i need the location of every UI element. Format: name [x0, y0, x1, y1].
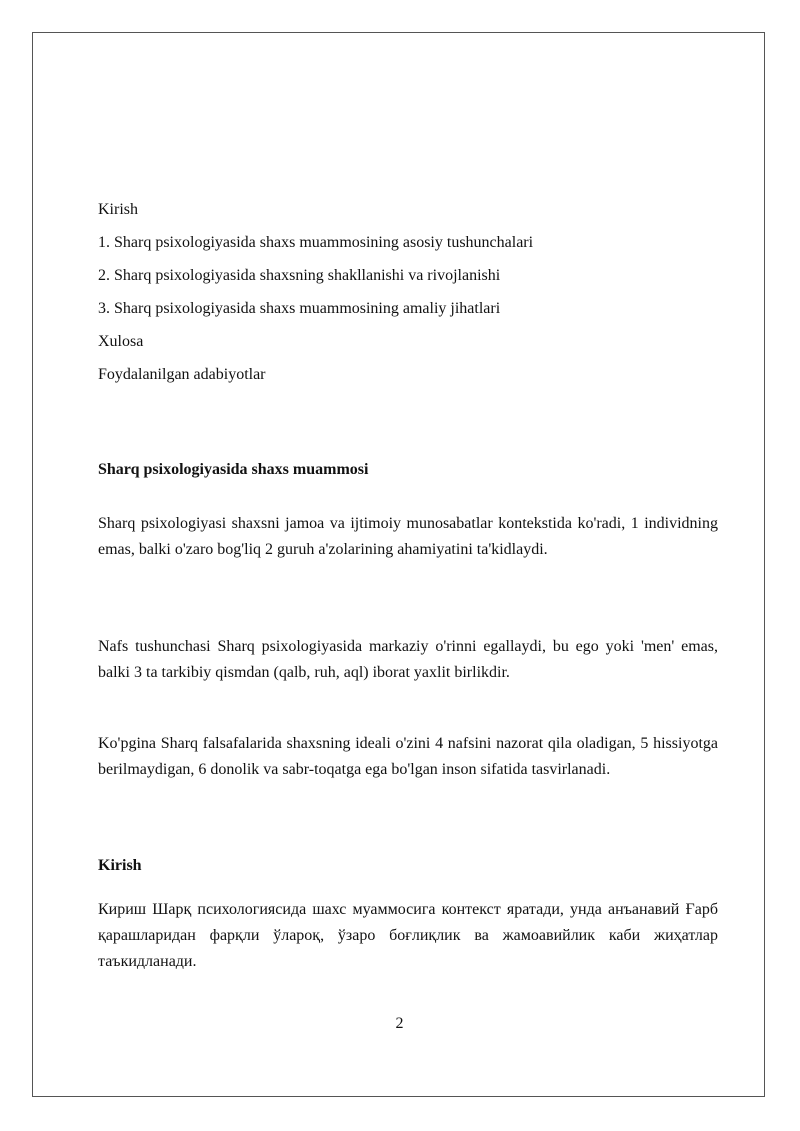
- toc-item-intro: Kirish: [98, 201, 138, 218]
- section-title-main: Sharq psixologiyasida shaxs muammosi: [98, 461, 369, 478]
- toc-item-chapter-3: 3. Sharq psixologiyasida shaxs muammosining amaliy jihatlari: [98, 300, 501, 317]
- paragraph-3: Ko'pgina Sharq falsafalarida shaxsning ideali o'zini 4 nafsini nazorat qila oladigan, 5 hissiyotga berilmaydigan, 6 donolik va sabr-toqatga ega bo'lgan inson sifatida tasvirlanadi.: [98, 735, 718, 778]
- toc-item-conclusion: Xulosa: [98, 333, 144, 350]
- toc-item-chapter-2: 2. Sharq psixologiyasida shaxsning shakllanishi va rivojlanishi: [98, 267, 501, 284]
- paragraph-1: Sharq psixologiyasi shaxsni jamoa va ijtimoiy munosabatlar kontekstida ko'radi, 1 individning emas, balki o'zaro bog'liq 2 guruh a'zolarining ahamiyatini ta'kidlaydi.: [98, 515, 718, 558]
- section-title-intro: Kirish: [98, 857, 142, 874]
- page-number: 2: [395, 1015, 404, 1032]
- paragraph-2: Nafs tushunchasi Sharq psixologiyasida markaziy o'rinni egallaydi, bu ego yoki 'men' emas, balki 3 ta tarkibiy qismdan (qalb, ruh, aql) iborat yaxlit birlikdir.: [98, 638, 718, 681]
- paragraph-intro: Кириш Шарқ психологиясида шахс муаммосига контекст яратади, унда анъанавий Ғарб қарашларидан фарқли ўлароқ, ўзаро боғлиқлик ва жамоавийлик каби жиҳатлар таъкидланади.: [98, 901, 718, 970]
- toc-item-references: Foydalanilgan adabiyotlar: [98, 366, 266, 383]
- toc-item-chapter-1: 1. Sharq psixologiyasida shaxs muammosining asosiy tushunchalari: [98, 234, 534, 251]
- document-page: [32, 32, 765, 1097]
